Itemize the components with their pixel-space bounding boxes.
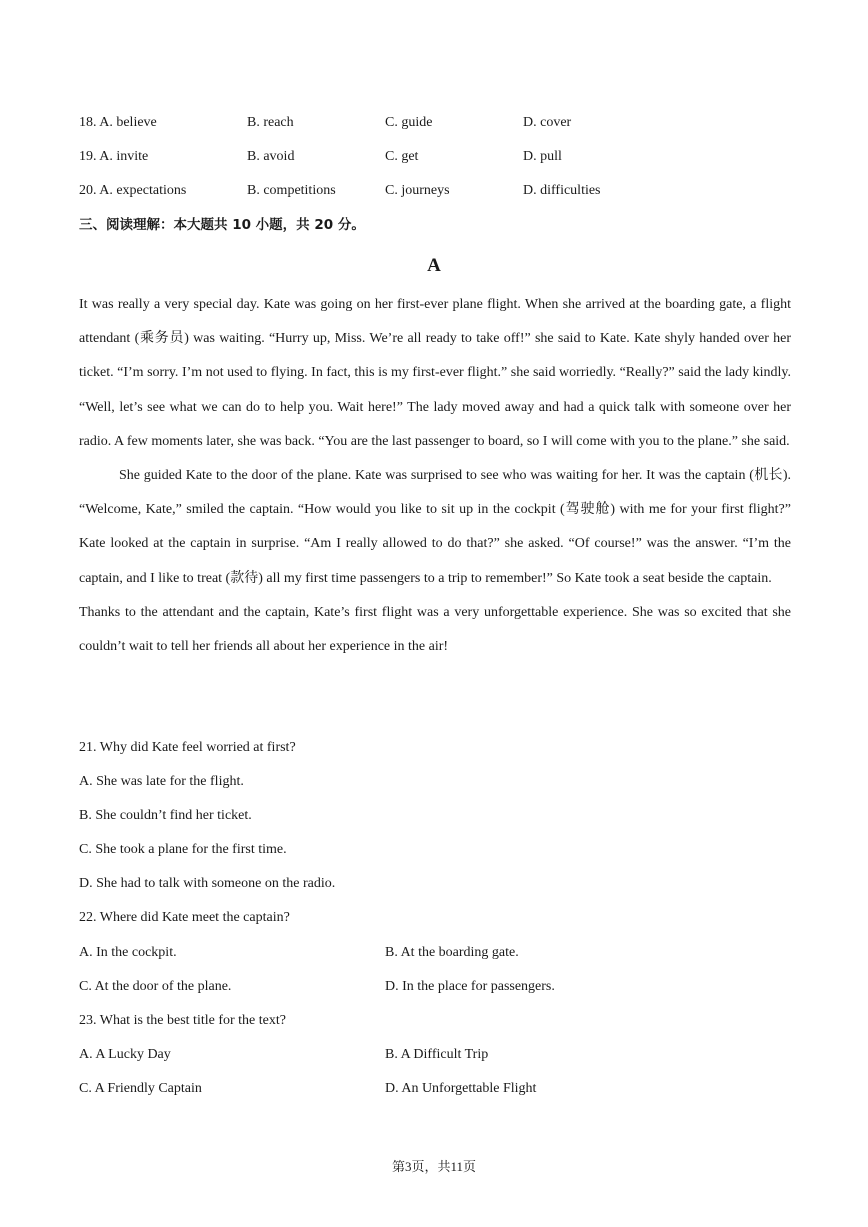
passage-title: A <box>427 255 441 276</box>
option-a: 20. A. expectations <box>79 183 187 198</box>
option-c: C. get <box>385 149 419 164</box>
option-b: B. avoid <box>247 149 295 164</box>
question-23-option-a: A. A Lucky Day <box>79 1047 171 1062</box>
question-23-option-b: B. A Difficult Trip <box>385 1047 489 1062</box>
page-footer: 第3页，共11页 <box>391 1159 477 1174</box>
question-22-option-d: D. In the place for passengers. <box>385 979 555 994</box>
option-d: D. difficulties <box>523 183 601 198</box>
question-23-stem: 23. What is the best title for the text? <box>79 1013 286 1028</box>
question-22-stem: 22. Where did Kate meet the captain? <box>79 910 290 925</box>
question-21-option-c: C. She took a plane for the first time. <box>79 842 287 857</box>
question-21-option-b: B. She couldn’t find her ticket. <box>79 808 252 823</box>
option-a: 19. A. invite <box>79 149 149 164</box>
option-c: C. journeys <box>385 183 450 198</box>
option-c: C. guide <box>385 115 433 130</box>
option-b: B. competitions <box>247 183 336 198</box>
option-d: D. pull <box>523 149 562 164</box>
option-d: D. cover <box>523 115 572 130</box>
passage-paragraph-1: It was really a very special day. Kate was going on her first-ever plane flight. When she arrived at the boarding gate, a flight attendant (乘务员) was waiting. “Hurry up, Miss. We’re all ready to take off!” she said to Kate. Kate shyly handed over her ticket. “I’m sorry. I’m not used to flying. In fact, this is my first-ever flight.” she said worriedly. “Really?” said the lady kindly. “Well, let’s see what we can do to help you. Wait here!” The lady moved away and had a quick talk with someone over her radio. A few moments later, she was back. “You are the last passenger to board, so I will come with you to the plane.” she said. <box>79 297 791 449</box>
question-21-option-d: D. She had to talk with someone on the radio. <box>79 876 336 891</box>
question-23-option-c: C. A Friendly Captain <box>79 1081 202 1096</box>
option-b: B. reach <box>247 115 294 130</box>
question-23-option-d: D. An Unforgettable Flight <box>385 1081 537 1096</box>
question-22-option-a: A. In the cockpit. <box>79 945 177 960</box>
question-22-option-c: C. At the door of the plane. <box>79 979 232 994</box>
passage-paragraph-3: Thanks to the attendant and the captain, Kate’s first flight was a very unforgettable experience. She was so excited that she couldn’t wait to tell her friends all about her experience in the air! <box>79 604 791 655</box>
reading-passage <box>79 288 791 664</box>
question-21-option-a: A. She was late for the flight. <box>79 774 244 789</box>
option-a: 18. A. believe <box>79 115 157 130</box>
question-22-option-b: B. At the boarding gate. <box>385 945 519 960</box>
question-21-stem: 21. Why did Kate feel worried at first? <box>79 740 296 755</box>
section-heading: 三、阅读理解：本大题共 10 小题，共 20 分。 <box>79 217 365 233</box>
passage-paragraph-2: She guided Kate to the door of the plane. Kate was surprised to see who was waiting for her. It was the captain (机长). “Welcome, Kate,” smiled the captain. “How would you like to sit up in the cockpit (驾驶舱) with me for your first flight?” Kate looked at the captain in surprise. “Am I really allowed to do that?” she asked. “Of course!” was the answer. “I’m the captain, and I like to treat (款待) all my first time passengers to a trip to remember!” So Kate took a seat beside the captain. <box>79 468 791 586</box>
